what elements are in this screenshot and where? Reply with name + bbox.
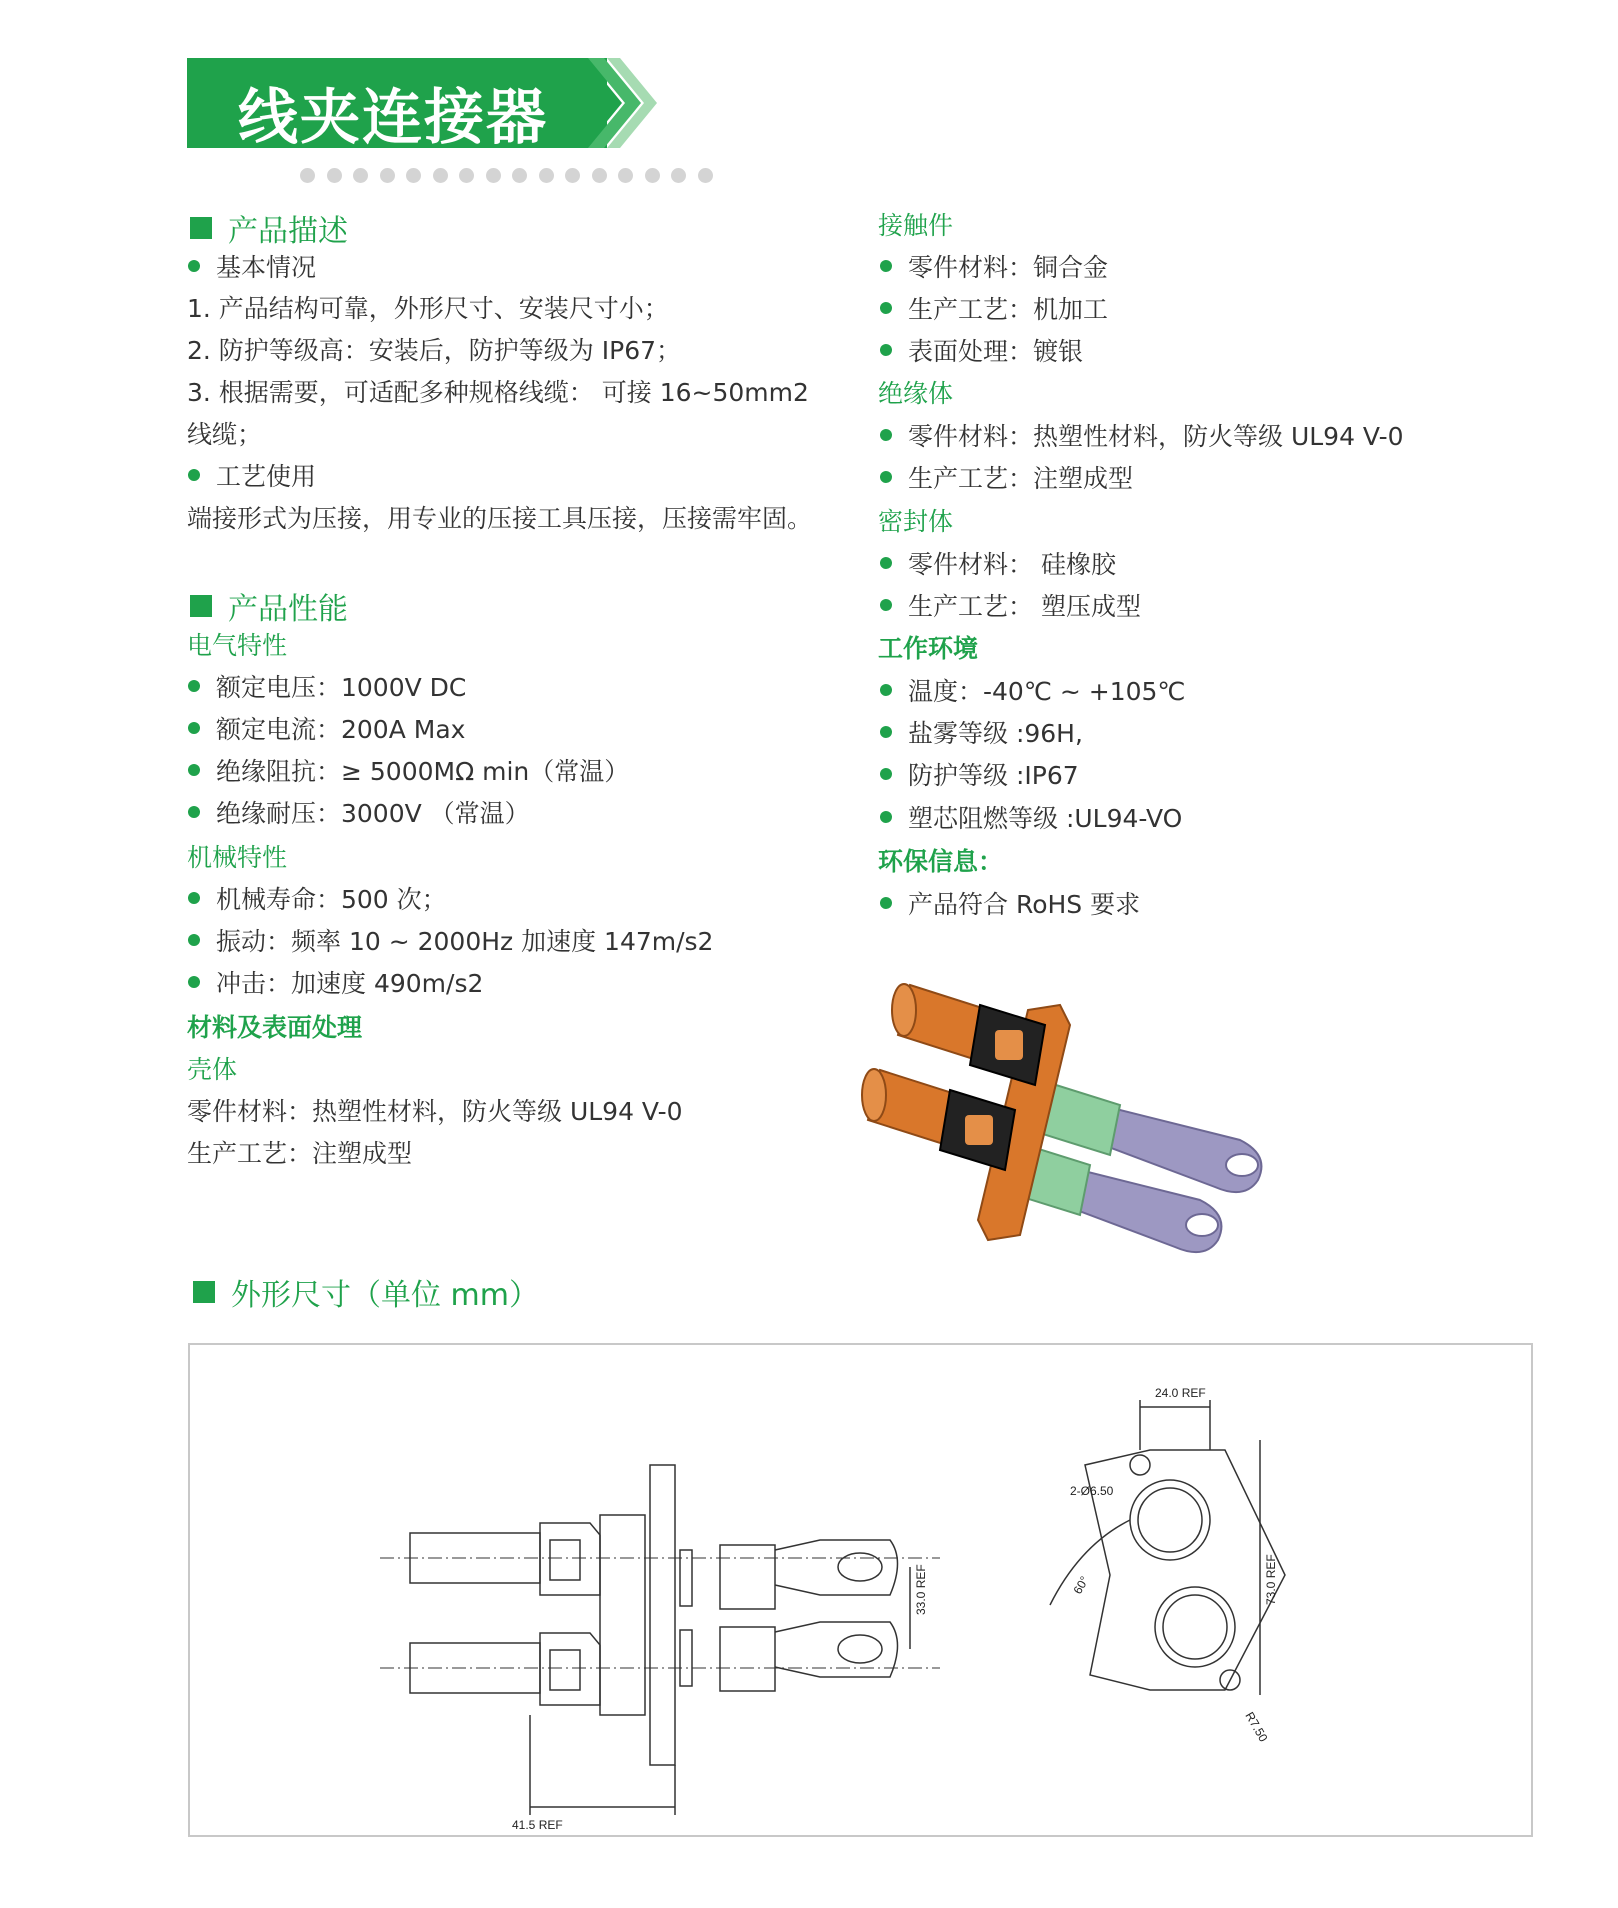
bullet-icon xyxy=(880,599,892,611)
env-item-2: 盐雾等级 :96H, xyxy=(880,714,1083,750)
electrical-item-4: 绝缘耐压：3000V （常温） xyxy=(188,794,530,830)
front-view xyxy=(1050,1400,1285,1695)
contact-item-3: 表面处理：镀银 xyxy=(880,332,1083,368)
bullet-icon xyxy=(880,684,892,696)
bullet-icon xyxy=(188,680,200,692)
bullet-icon xyxy=(880,811,892,823)
bullet-icon xyxy=(880,429,892,441)
mechanical-item-1: 机械寿命：500 次； xyxy=(188,880,447,916)
env-item-4: 塑芯阻燃等级 :UL94-VO xyxy=(880,799,1182,835)
electrical-item-1: 额定电压：1000V DC xyxy=(188,668,466,704)
bullet-icon xyxy=(188,764,200,776)
bullet-icon xyxy=(188,469,200,481)
electrical-item-2: 额定电流：200A Max xyxy=(188,710,465,746)
bullet-icon xyxy=(188,892,200,904)
basic-line-2: 2. 防护等级高：安装后，防护等级为 IP67； xyxy=(187,336,682,365)
shell-title: 壳体 xyxy=(187,1055,238,1084)
bullet-icon xyxy=(880,557,892,569)
eco-title: 环保信息： xyxy=(878,847,1004,876)
bullet-icon xyxy=(880,726,892,738)
dimension-drawing-box xyxy=(188,1343,1533,1837)
basic-line-4: 线缆； xyxy=(187,420,263,449)
banner-stripes xyxy=(560,58,670,148)
dim-label-radius: R7.50 xyxy=(1242,1709,1271,1745)
bullet-icon xyxy=(188,722,200,734)
mechanical-item-2: 振动：频率 10 ~ 2000Hz 加速度 147m/s2 xyxy=(188,922,713,958)
section-heading-dimensions: 外形尺寸（单位 mm） xyxy=(193,1270,539,1314)
bullet-icon xyxy=(188,260,200,272)
process-title: 工艺使用 xyxy=(188,457,316,493)
bullet-icon xyxy=(880,471,892,483)
env-title: 工作环境 xyxy=(878,634,979,663)
insulator-item-2: 生产工艺：注塑成型 xyxy=(880,459,1133,495)
mechanical-title: 机械特性 xyxy=(187,843,288,872)
eco-item-1: 产品符合 RoHS 要求 xyxy=(880,885,1140,921)
bullet-icon xyxy=(188,806,200,818)
connector-product-image xyxy=(860,965,1310,1265)
material-title: 材料及表面处理 xyxy=(187,1013,363,1042)
process-line: 端接形式为压接，用专业的压接工具压接，压接需牢固。 xyxy=(187,504,813,533)
seal-item-2: 生产工艺： 塑压成型 xyxy=(880,587,1141,623)
dimension-drawing xyxy=(190,1345,1531,1835)
contact-item-1: 零件材料：铜合金 xyxy=(880,248,1108,284)
bullet-icon xyxy=(880,897,892,909)
shell-line-2: 生产工艺：注塑成型 xyxy=(187,1139,413,1168)
contact-item-2: 生产工艺：机加工 xyxy=(880,290,1108,326)
contact-title: 接触件 xyxy=(878,211,954,240)
dim-label-angle: 60° xyxy=(1070,1573,1092,1597)
bullet-icon xyxy=(188,934,200,946)
square-bullet-icon xyxy=(193,1281,215,1303)
seal-item-1: 零件材料： 硅橡胶 xyxy=(880,545,1116,581)
section-heading-performance: 产品性能 xyxy=(190,584,348,628)
decorative-dots xyxy=(300,168,713,182)
dim-label-pitch: 33.0 REF xyxy=(914,1564,928,1615)
electrical-title: 电气特性 xyxy=(187,631,288,660)
bullet-icon xyxy=(880,768,892,780)
bullet-icon xyxy=(880,260,892,272)
mechanical-item-3: 冲击：加速度 490m/s2 xyxy=(188,964,483,1000)
dim-label-height: 73.0 REF xyxy=(1264,1554,1278,1605)
insulator-item-1: 零件材料：热塑性材料，防火等级 UL94 V-0 xyxy=(880,417,1404,453)
page-title: 线夹连接器 xyxy=(238,83,548,153)
shell-line-1: 零件材料：热塑性材料，防火等级 UL94 V-0 xyxy=(187,1097,683,1126)
square-bullet-icon xyxy=(190,217,212,239)
basic-line-1: 1. 产品结构可靠，外形尺寸、安装尺寸小； xyxy=(187,294,669,323)
square-bullet-icon xyxy=(190,595,212,617)
insulator-title: 绝缘体 xyxy=(878,379,954,408)
section-heading-description: 产品描述 xyxy=(190,206,348,250)
env-item-1: 温度：-40℃ ~ +105℃ xyxy=(880,672,1186,708)
env-item-3: 防护等级 :IP67 xyxy=(880,756,1079,792)
side-view xyxy=(380,1465,940,1815)
basic-info-title: 基本情况 xyxy=(188,248,316,284)
bullet-icon xyxy=(880,302,892,314)
dim-label-width: 41.5 REF xyxy=(512,1818,563,1832)
dim-label-top-width: 24.0 REF xyxy=(1155,1386,1206,1400)
bullet-icon xyxy=(880,344,892,356)
electrical-item-3: 绝缘阻抗：≥ 5000MΩ min（常温） xyxy=(188,752,629,788)
bullet-icon xyxy=(188,976,200,988)
seal-title: 密封体 xyxy=(878,507,954,536)
dim-label-hole: 2-Ø6.50 xyxy=(1070,1484,1114,1498)
basic-line-3: 3. 根据需要，可适配多种规格线缆： 可接 16~50mm2 xyxy=(187,378,809,407)
